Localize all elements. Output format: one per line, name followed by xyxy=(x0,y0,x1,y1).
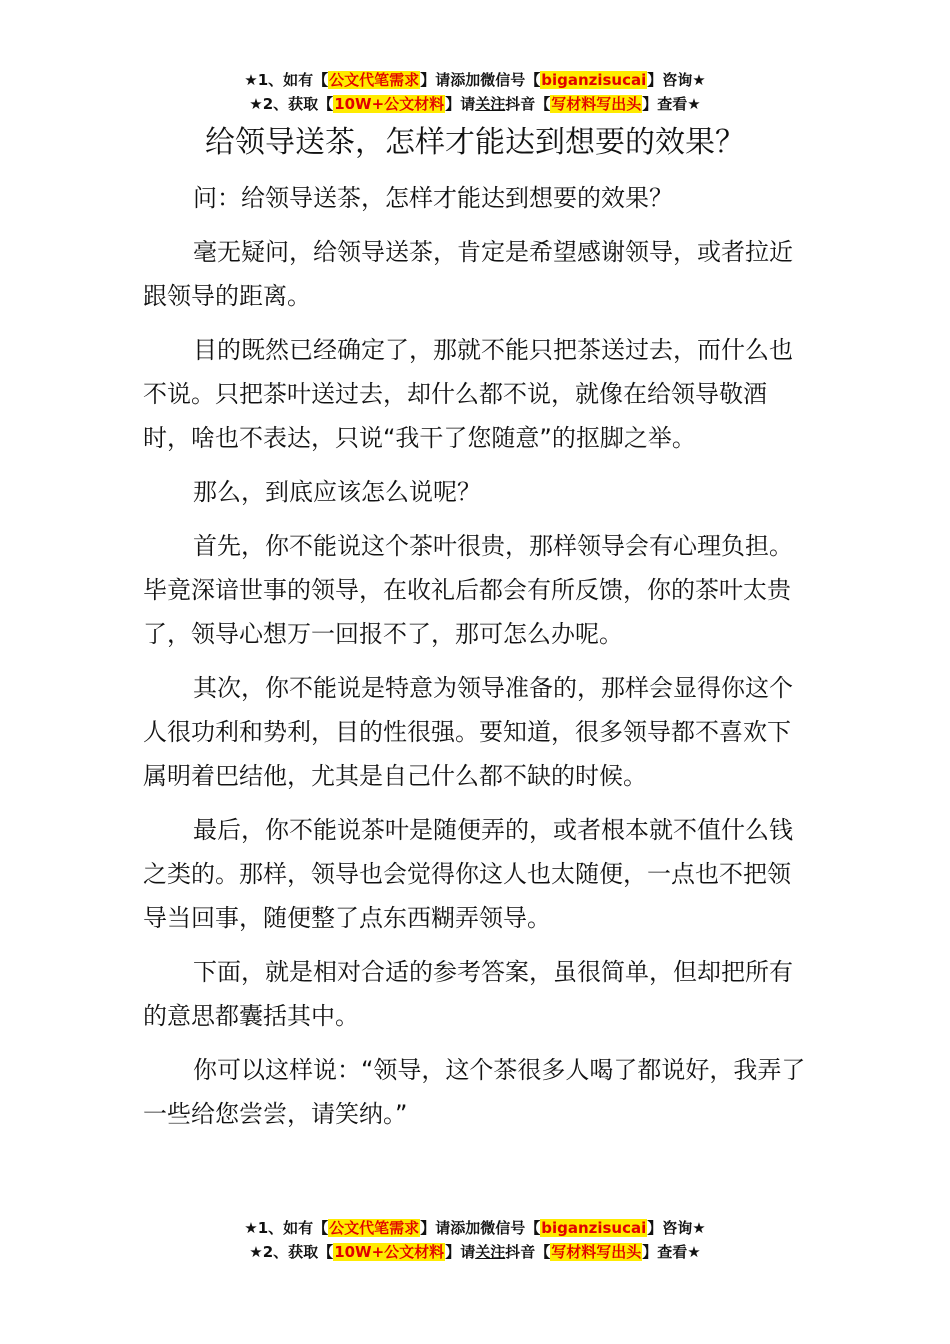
paragraph: 那么，到底应该怎么说呢？ xyxy=(193,478,481,506)
paragraph: 你可以这样说：“领导，这个茶很多人喝了都说好，我弄了一些给您尝尝，请笑纳。” xyxy=(143,1056,806,1128)
header-banner xyxy=(0,68,950,116)
banner-line-2: ★2、获取【10W+公文材料】请关注抖音【写材料写出头】查看★ xyxy=(249,1243,701,1261)
banner-line-1: ★1、如有【公文代笔需求】请添加微信号【biganzisucai】咨询★ xyxy=(244,1219,706,1237)
highlight-service: 公文代笔需求 xyxy=(329,71,420,89)
highlight-service: 公文代笔需求 xyxy=(329,1219,420,1237)
highlight-wechat-id: biganzisucai xyxy=(541,1219,647,1237)
highlight-materials: 10W+公文材料 xyxy=(334,1243,445,1261)
highlight-douyin-account: 写材料写出头 xyxy=(551,95,642,113)
highlight-wechat-id: biganzisucai xyxy=(541,71,647,89)
underlined-follow: 关注 xyxy=(475,1243,506,1261)
paragraph: 毫无疑问，给领导送茶，肯定是希望感谢领导，或者拉近跟领导的距离。 xyxy=(143,238,793,310)
document-body xyxy=(143,176,807,1146)
highlight-materials: 10W+公文材料 xyxy=(334,95,445,113)
document-title: 给领导送茶，怎样才能达到想要的效果？ xyxy=(205,125,745,160)
paragraph: 首先，你不能说这个茶叶很贵，那样领导会有心理负担。毕竟深谙世事的领导，在收礼后都会有所反馈，你的茶叶太贵了，领导心想万一回报不了，那可怎么办呢。 xyxy=(143,532,793,648)
paragraph: 目的既然已经确定了，那就不能只把茶送过去，而什么也不说。只把茶叶送过去，却什么都不说，就像在给领导敬酒时，啥也不表达，只说“我干了您随意”的抠脚之举。 xyxy=(143,336,793,452)
paragraph: 问：给领导送茶，怎样才能达到想要的效果？ xyxy=(193,184,673,212)
paragraph: 下面，就是相对合适的参考答案，虽很简单，但却把所有的意思都囊括其中。 xyxy=(143,958,793,1030)
banner-line-1: ★1、如有【公文代笔需求】请添加微信号【biganzisucai】咨询★ xyxy=(244,71,706,89)
paragraph: 其次，你不能说是特意为领导准备的，那样会显得你这个人很功利和势利，目的性很强。要知道，很多领导都不喜欢下属明着巴结他，尤其是自己什么都不缺的时候。 xyxy=(143,674,793,790)
highlight-douyin-account: 写材料写出头 xyxy=(551,1243,642,1261)
underlined-follow: 关注 xyxy=(475,95,506,113)
banner-line-2: ★2、获取【10W+公文材料】请关注抖音【写材料写出头】查看★ xyxy=(249,95,701,113)
paragraph: 最后，你不能说茶叶是随便弄的，或者根本就不值什么钱之类的。那样，领导也会觉得你这人也太随便，一点也不把领导当回事，随便整了点东西糊弄领导。 xyxy=(143,816,793,932)
footer-banner xyxy=(0,1216,950,1264)
